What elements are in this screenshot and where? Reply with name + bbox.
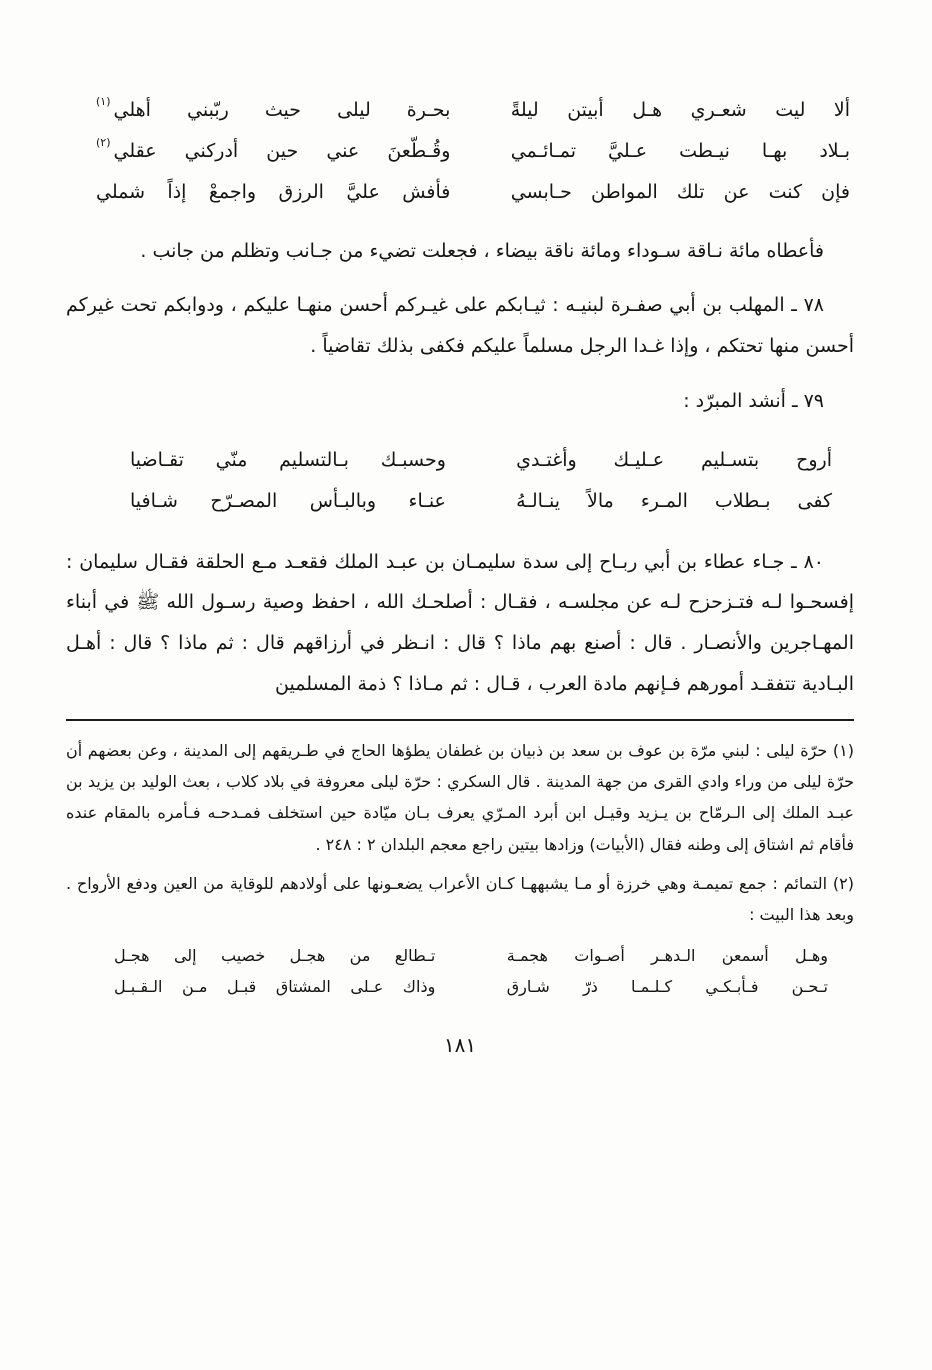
footnote-1: (١) حرّة ليلى : لبني مرّة بن عوف بن سعد بن ذبيان بن غطفان يطؤها الحاج في طـريقهم إلى المدينة ، وعن بعضهم أن حرّة ليلى من وراء وادي القرى من جهة المدينة . قال السكري : حرّة ليلى معروفة في بلاد كلاب ، بعث الوليد بن يزيد بن عبـد الملك إلى الـرمّاح بن يـزيد وقيـل ابن أبرد المـرّي يعرف بـان ميّادة حين استخلف فمـدحـه فـأمره بالمقام عنده فأقام ثم اشتاق إلى وطنه فقال (الأبيات) وزادها بيتين راجع معجم البلدان ٢ : ٢٤٨ .: [66, 740, 854, 854]
footnotes-section: [66, 735, 854, 1003]
verse-line: [114, 940, 828, 971]
footnote-marker-1: (١): [96, 95, 111, 108]
paragraph-camels: فأعطاه مائة نـاقة سـوداء ومائة ناقة بيضاء ، فجعلت تضيء من جـانب وتظلم من جانب .: [140, 239, 824, 262]
poem-footnote: [66, 938, 854, 1002]
footnote-marker-2: (٢): [96, 135, 111, 149]
poem-opening: [66, 86, 854, 213]
hemistich-first: أروح بتسـليم عـليـك وأغتـدي: [516, 448, 832, 471]
hemistich-first: ألا ليت شعـري هـل أبيتن ليلةً: [510, 99, 850, 121]
verse-line: [96, 172, 850, 213]
hemistich-second: وحسبـك بـالتسليم منّي تقـاضيا: [130, 448, 446, 471]
paragraph-item-80: ٨٠ ـ جـاء عطاء بن أبي ربـاح إلى سدة سليمـان بن عبـد الملك فقعـد مـع الحلقة فقـال سليمان : إفسحـوا لـه فتـزحزح لـه عن مجلسـه ، فقـال : أصلحـك الله ، احفظ وصية رسـول الله ﷺ في أبناء المهـاجرين والأنصـار . قال : أصنع بهم ماذا ؟ قال : انـظر في أرزاقهم قال : ثم ماذا ؟ قال : أهـل البـادية تتفقـد أمورهم فـإنهم مادة العرب ، قـال : ثم مـاذا ؟ ذمة المسلمين: [66, 550, 854, 696]
hemistich-first: بـلاد بهـا نيـطت عـليَّ تمـائـمي: [510, 139, 850, 162]
verse-line: [114, 971, 828, 1002]
footnote-divider: [66, 719, 854, 721]
hemistich-second: فأفش عليَّ الرزق واجمعْ إذاً شملي: [96, 180, 451, 203]
paragraph-item-78: ٧٨ ـ المهلب بن أبي صفـرة لبنيـه : ثيـابكم على غيـركم أحسن منهـا عليكم ، ودوابكم تحت غيركم أحسن منها تحتكم ، وإذا غـدا الرجل مسلماً عليكم فكفى بذلك تقاضياً .: [66, 294, 854, 358]
hemistich-second: عنـاء وبالبـأس المصـرّح شـافيا: [130, 489, 446, 512]
poem-mubarrad: [66, 436, 854, 522]
hemistich-second-wrap: [96, 172, 450, 213]
verse-line: [130, 481, 832, 522]
hemistich-second: وذاك عـلى المشتاق قبـل مـن الـقـبـل: [114, 977, 436, 997]
hemistich-second: وقُـطّعنَ عني حين أدركني عقلي: [113, 139, 451, 162]
footnote-2: (٢) التمائم : جمع تميمـة وهي خرزة أو مـا يشبههـا كـان الأعراب يضعـونها على أولادهم للوقاية من العين ودفع الأرواح . وبعد هذا البيت :: [66, 873, 854, 924]
verse-line: [130, 440, 832, 481]
hemistich-first: كفى بـطلاب المـرء مالاً ينـالـهُ: [516, 489, 832, 512]
verse-line: [96, 90, 850, 131]
hemistich-second: بحـرة ليلى حيث ربّبني أهلي: [113, 99, 451, 121]
hemistich-first: فإن كنت عن تلك المواطن حـابسي: [510, 180, 850, 203]
hemistich-first: تـحـن فـأبـكـي كـلـمـا ذرّ شـارق: [506, 977, 828, 997]
hemistich-second: تـطالع من هجـل خصيب إلى هجـل: [114, 946, 436, 966]
paragraph-item-79: ٧٩ ـ أنشد المبرّد :: [683, 390, 824, 413]
hemistich-first: وهـل أسمعن الـدهـر أصـوات هجمـة: [506, 946, 828, 966]
hemistich-second-wrap: [96, 131, 450, 172]
page-number: ١٨١: [443, 1033, 477, 1058]
hemistich-second-wrap: [96, 90, 450, 131]
verse-line: [96, 131, 850, 172]
